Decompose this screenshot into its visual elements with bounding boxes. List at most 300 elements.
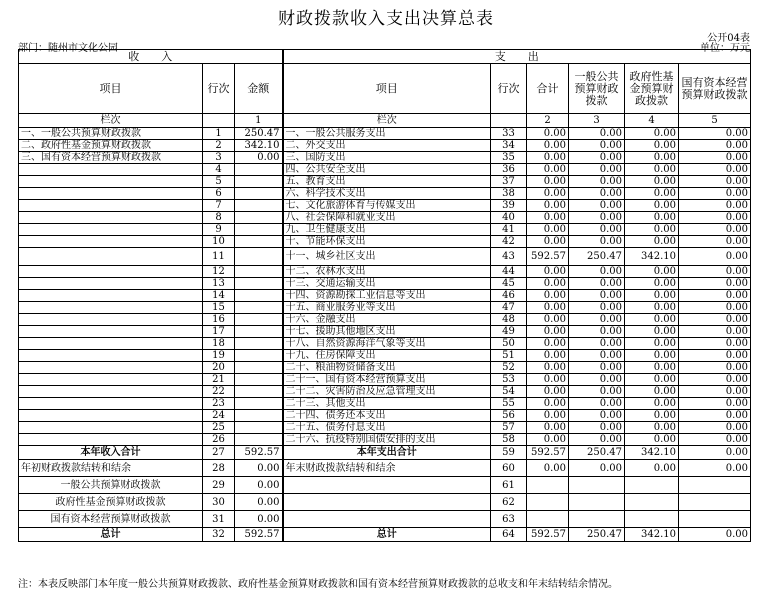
carry-out-label: 年末财政拨款结转和结余 (283, 460, 491, 477)
table-row (19, 528, 751, 542)
income-row-no: 7 (203, 200, 235, 212)
expense-row-no: 38 (491, 188, 527, 200)
general-budget-value: 0.00 (569, 410, 625, 422)
income-row-no: 23 (203, 398, 235, 410)
general-budget-header: 一般公共预算财政拨款 (569, 64, 625, 114)
income-row-no: 18 (203, 338, 235, 350)
expense-row-no: 58 (491, 434, 527, 446)
total-header: 合计 (527, 64, 569, 114)
column-index: 2 (527, 114, 569, 128)
expense-item: 十五、商业服务业等支出 (283, 302, 491, 314)
income-row-no: 27 (203, 446, 235, 460)
income-item (19, 386, 203, 398)
expense-row-no: 50 (491, 338, 527, 350)
form-code: 公开04表 (707, 33, 750, 44)
expense-item (283, 511, 491, 528)
income-row-no: 5 (203, 176, 235, 188)
expense-total-label: 本年支出合计 (283, 446, 491, 460)
income-amount (235, 422, 283, 434)
state-capital-value: 0.00 (679, 374, 751, 386)
table-row (19, 290, 751, 302)
general-budget-value: 0.00 (569, 350, 625, 362)
income-row-no: 6 (203, 188, 235, 200)
income-item (19, 410, 203, 422)
table-row (19, 200, 751, 212)
general-budget-value: 0.00 (569, 290, 625, 302)
table-row (19, 302, 751, 314)
expense-item: 六、科学技术支出 (283, 188, 491, 200)
general-budget-value: 0.00 (569, 266, 625, 278)
report-title: 财政拨款收入支出决算总表 (278, 9, 494, 29)
expense-total-value: 592.57 (527, 446, 569, 460)
income-item (19, 314, 203, 326)
income-item (19, 326, 203, 338)
general-budget-value: 0.00 (569, 362, 625, 374)
fund-budget-value: 0.00 (625, 410, 679, 422)
state-capital-value: 0.00 (679, 248, 751, 266)
expense-total-value: 0.00 (527, 188, 569, 200)
expense-row-no: 40 (491, 212, 527, 224)
expense-item: 五、教育支出 (283, 176, 491, 188)
income-row-no: 9 (203, 224, 235, 236)
fund-budget-value: 0.00 (625, 374, 679, 386)
fund-budget-value: 0.00 (625, 350, 679, 362)
table-row (19, 374, 751, 386)
state-capital-value: 0.00 (679, 422, 751, 434)
general-budget-value: 0.00 (569, 188, 625, 200)
fund-budget-value: 342.10 (625, 446, 679, 460)
income-item (19, 278, 203, 290)
table-row (19, 434, 751, 446)
expense-total-value: 0.00 (527, 140, 569, 152)
general-budget-value: 0.00 (569, 176, 625, 188)
expense-total-value: 0.00 (527, 314, 569, 326)
general-budget-value: 0.00 (569, 152, 625, 164)
state-capital-value: 0.00 (679, 528, 751, 542)
fund-budget-value: 0.00 (625, 338, 679, 350)
income-amount (235, 224, 283, 236)
expense-total-value (527, 511, 569, 528)
fund-budget-value: 342.10 (625, 528, 679, 542)
income-amount (235, 200, 283, 212)
expense-row-no: 55 (491, 398, 527, 410)
income-amount (235, 374, 283, 386)
income-item (19, 164, 203, 176)
state-capital-value: 0.00 (679, 176, 751, 188)
final-accounts-table (18, 49, 751, 542)
expense-row-no: 39 (491, 200, 527, 212)
expense-item: 二十、粮油物资储备支出 (283, 362, 491, 374)
table-row (19, 362, 751, 374)
expense-item: 二、外交支出 (283, 140, 491, 152)
expense-total-value: 0.00 (527, 386, 569, 398)
expense-total-value: 0.00 (527, 460, 569, 477)
general-budget-value: 250.47 (569, 528, 625, 542)
income-row-no: 1 (203, 128, 235, 140)
expense-total-value: 0.00 (527, 176, 569, 188)
income-row-no: 22 (203, 386, 235, 398)
state-capital-value: 0.00 (679, 278, 751, 290)
income-row-no: 28 (203, 460, 235, 477)
income-total-label: 本年收入合计 (19, 446, 203, 460)
income-amount (235, 266, 283, 278)
expense-total-value: 0.00 (527, 266, 569, 278)
income-row-no: 4 (203, 164, 235, 176)
state-capital-value: 0.00 (679, 386, 751, 398)
general-budget-value: 0.00 (569, 128, 625, 140)
table-row (19, 248, 751, 266)
income-amount (235, 302, 283, 314)
expense-item: 十二、农林水支出 (283, 266, 491, 278)
general-budget-value (569, 477, 625, 494)
expense-total-value: 0.00 (527, 398, 569, 410)
state-capital-value: 0.00 (679, 224, 751, 236)
general-budget-value: 0.00 (569, 278, 625, 290)
grand-total-amount: 592.57 (235, 528, 283, 542)
income-row-no: 13 (203, 278, 235, 290)
income-item (19, 434, 203, 446)
income-row-no: 25 (203, 422, 235, 434)
expense-row-no: 36 (491, 164, 527, 176)
expense-item: 二十一、国有资本经营预算支出 (283, 374, 491, 386)
expense-item: 十四、资源勘探工业信息等支出 (283, 290, 491, 302)
income-amount (235, 386, 283, 398)
table-row (19, 477, 751, 494)
income-item: 二、政府性基金预算财政拨款 (19, 140, 203, 152)
fund-budget-value: 0.00 (625, 290, 679, 302)
expense-item (283, 477, 491, 494)
expense-item: 二十五、债务付息支出 (283, 422, 491, 434)
state-capital-value: 0.00 (679, 338, 751, 350)
income-amount (235, 350, 283, 362)
income-row-no: 16 (203, 314, 235, 326)
expense-item: 四、公共安全支出 (283, 164, 491, 176)
table-row (19, 326, 751, 338)
fund-budget-value: 0.00 (625, 140, 679, 152)
column-index-row (19, 114, 751, 128)
carry-sub-amount: 0.00 (235, 511, 283, 528)
expense-item: 十一、城乡社区支出 (283, 248, 491, 266)
state-capital-value: 0.00 (679, 152, 751, 164)
expense-row-no: 60 (491, 460, 527, 477)
income-item: 一、一般公共预算财政拨款 (19, 128, 203, 140)
general-budget-value: 0.00 (569, 326, 625, 338)
expense-item: 八、社会保障和就业支出 (283, 212, 491, 224)
expense-item: 十六、金融支出 (283, 314, 491, 326)
expense-row-no: 47 (491, 302, 527, 314)
table-row (19, 422, 751, 434)
fund-budget-value (625, 511, 679, 528)
fund-budget-value: 0.00 (625, 434, 679, 446)
expense-total-value: 0.00 (527, 164, 569, 176)
general-budget-value: 0.00 (569, 140, 625, 152)
table-row (19, 176, 751, 188)
general-budget-value: 0.00 (569, 200, 625, 212)
expense-row-no: 34 (491, 140, 527, 152)
table-row (19, 350, 751, 362)
column-index: 3 (569, 114, 625, 128)
fund-budget-value: 0.00 (625, 386, 679, 398)
table-header-section (19, 50, 751, 64)
income-amount (235, 248, 283, 266)
income-amount (235, 164, 283, 176)
general-budget-value: 0.00 (569, 422, 625, 434)
expense-row-no: 48 (491, 314, 527, 326)
income-row-no: 15 (203, 302, 235, 314)
state-capital-value (679, 494, 751, 511)
income-amount: 342.10 (235, 140, 283, 152)
carry-in-label: 年初财政拨款结转和结余 (19, 460, 203, 477)
expense-row-no-header: 行次 (491, 64, 527, 114)
income-item (19, 374, 203, 386)
expense-item: 九、卫生健康支出 (283, 224, 491, 236)
state-capital-value: 0.00 (679, 446, 751, 460)
fund-budget-value: 342.10 (625, 248, 679, 266)
expense-item: 三、国防支出 (283, 152, 491, 164)
income-amount-header: 金额 (235, 64, 283, 114)
fund-budget-value: 0.00 (625, 236, 679, 248)
expense-total-value: 0.00 (527, 434, 569, 446)
fund-budget-value: 0.00 (625, 326, 679, 338)
fund-budget-value: 0.00 (625, 302, 679, 314)
table-row (19, 338, 751, 350)
general-budget-value: 0.00 (569, 236, 625, 248)
income-amount (235, 410, 283, 422)
state-capital-value: 0.00 (679, 314, 751, 326)
general-budget-value (569, 494, 625, 511)
income-item (19, 302, 203, 314)
expense-total-value: 0.00 (527, 362, 569, 374)
state-capital-value: 0.00 (679, 164, 751, 176)
income-row-no: 19 (203, 350, 235, 362)
expense-item: 七、文化旅游体育与传媒支出 (283, 200, 491, 212)
state-capital-value: 0.00 (679, 266, 751, 278)
expense-row-no: 44 (491, 266, 527, 278)
state-capital-header: 国有资本经营预算财政拨款 (679, 64, 751, 114)
income-row-no: 21 (203, 374, 235, 386)
expense-row-no: 64 (491, 528, 527, 542)
expense-row-no: 35 (491, 152, 527, 164)
expense-row-no: 51 (491, 350, 527, 362)
expense-row-no: 56 (491, 410, 527, 422)
income-item (19, 266, 203, 278)
state-capital-value: 0.00 (679, 236, 751, 248)
expense-item: 十三、交通运输支出 (283, 278, 491, 290)
state-capital-value: 0.00 (679, 188, 751, 200)
expense-row-no: 45 (491, 278, 527, 290)
income-row-no: 17 (203, 326, 235, 338)
expense-row-no: 62 (491, 494, 527, 511)
state-capital-value: 0.00 (679, 290, 751, 302)
income-row-no: 2 (203, 140, 235, 152)
department-label: 部门：随州市文化公园 (18, 43, 118, 54)
general-budget-value (569, 511, 625, 528)
table-row (19, 128, 751, 140)
state-capital-value: 0.00 (679, 212, 751, 224)
income-row-no: 24 (203, 410, 235, 422)
table-row (19, 266, 751, 278)
income-amount (235, 176, 283, 188)
income-item (19, 398, 203, 410)
expense-item (283, 494, 491, 511)
table-row (19, 224, 751, 236)
general-budget-value: 0.00 (569, 314, 625, 326)
expense-total-value: 0.00 (527, 350, 569, 362)
expense-row-no: 42 (491, 236, 527, 248)
income-row-no: 30 (203, 494, 235, 511)
income-row-no: 12 (203, 266, 235, 278)
income-row-no: 8 (203, 212, 235, 224)
income-item (19, 236, 203, 248)
state-capital-value: 0.00 (679, 140, 751, 152)
fund-budget-value (625, 477, 679, 494)
expense-total-value: 592.57 (527, 528, 569, 542)
carry-sub-amount: 0.00 (235, 494, 283, 511)
fund-budget-value: 0.00 (625, 278, 679, 290)
income-item: 三、国有资本经营预算财政拨款 (19, 152, 203, 164)
expense-item: 十九、住房保障支出 (283, 350, 491, 362)
general-budget-value: 0.00 (569, 302, 625, 314)
income-item (19, 200, 203, 212)
state-capital-value: 0.00 (679, 362, 751, 374)
expense-row-no: 46 (491, 290, 527, 302)
income-section-header: 收 入 (19, 50, 283, 64)
income-amount (235, 326, 283, 338)
income-amount (235, 290, 283, 302)
table-row (19, 188, 751, 200)
fund-budget-value: 0.00 (625, 188, 679, 200)
income-amount (235, 236, 283, 248)
expense-item: 十、节能环保支出 (283, 236, 491, 248)
state-capital-value: 0.00 (679, 326, 751, 338)
expense-row-no: 52 (491, 362, 527, 374)
income-item (19, 338, 203, 350)
general-budget-value: 0.00 (569, 224, 625, 236)
expense-total-value: 0.00 (527, 152, 569, 164)
income-item (19, 290, 203, 302)
state-capital-value (679, 511, 751, 528)
expense-row-no: 41 (491, 224, 527, 236)
expense-total-value: 0.00 (527, 224, 569, 236)
income-row-no: 20 (203, 362, 235, 374)
expense-row-no: 43 (491, 248, 527, 266)
expense-total-value: 0.00 (527, 200, 569, 212)
income-amount (235, 398, 283, 410)
general-budget-value: 0.00 (569, 460, 625, 477)
income-amount: 250.47 (235, 128, 283, 140)
expense-total-value: 592.57 (527, 248, 569, 266)
state-capital-value: 0.00 (679, 200, 751, 212)
table-row (19, 460, 751, 477)
income-item (19, 350, 203, 362)
income-total-amount: 592.57 (235, 446, 283, 460)
state-capital-value: 0.00 (679, 398, 751, 410)
state-capital-value: 0.00 (679, 128, 751, 140)
general-budget-value: 0.00 (569, 386, 625, 398)
table-row (19, 314, 751, 326)
income-item (19, 188, 203, 200)
expense-total-value (527, 494, 569, 511)
income-row-no: 31 (203, 511, 235, 528)
state-capital-value: 0.00 (679, 410, 751, 422)
income-amount (235, 314, 283, 326)
income-item (19, 248, 203, 266)
fund-budget-value: 0.00 (625, 224, 679, 236)
expense-section-header: 支 出 (283, 50, 751, 64)
expense-row-no: 59 (491, 446, 527, 460)
footnote: 注：本表反映部门本年度一般公共预算财政拨款、政府性基金预算财政拨款和国有资本经营预算财政拨款的总收支和年末结转结余情况。 (18, 579, 618, 590)
fund-budget-value: 0.00 (625, 422, 679, 434)
expense-total-value: 0.00 (527, 374, 569, 386)
carry-sub-amount: 0.00 (235, 477, 283, 494)
column-index: 4 (625, 114, 679, 128)
expense-item: 二十三、其他支出 (283, 398, 491, 410)
column-index: 5 (679, 114, 751, 128)
income-row-no: 14 (203, 290, 235, 302)
table-row (19, 386, 751, 398)
expense-total-value: 0.00 (527, 290, 569, 302)
expense-total-value: 0.00 (527, 422, 569, 434)
expense-item: 十七、援助其他地区支出 (283, 326, 491, 338)
expense-row-no: 37 (491, 176, 527, 188)
expense-row-no: 61 (491, 477, 527, 494)
income-row-no: 32 (203, 528, 235, 542)
table-row (19, 410, 751, 422)
expense-total-value: 0.00 (527, 128, 569, 140)
unit-label: 单位：万元 (700, 43, 750, 54)
income-amount (235, 434, 283, 446)
column-index-label: 栏次 (283, 114, 491, 128)
income-item (19, 362, 203, 374)
income-item (19, 224, 203, 236)
table-row (19, 494, 751, 511)
expense-total-value (527, 477, 569, 494)
expense-total-value: 0.00 (527, 302, 569, 314)
table-row (19, 511, 751, 528)
state-capital-value: 0.00 (679, 460, 751, 477)
expense-row-no: 53 (491, 374, 527, 386)
fund-budget-value: 0.00 (625, 176, 679, 188)
carry-sub-label: 一般公共预算财政拨款 (19, 477, 203, 494)
income-row-no-header: 行次 (203, 64, 235, 114)
fund-budget-value: 0.00 (625, 212, 679, 224)
expense-item: 一、一般公共服务支出 (283, 128, 491, 140)
state-capital-value: 0.00 (679, 434, 751, 446)
income-row-no: 3 (203, 152, 235, 164)
state-capital-value: 0.00 (679, 302, 751, 314)
income-row-no: 10 (203, 236, 235, 248)
grand-total-label: 总计 (19, 528, 203, 542)
expense-row-no: 57 (491, 422, 527, 434)
column-index: 1 (235, 114, 283, 128)
fund-budget-value: 0.00 (625, 314, 679, 326)
carry-sub-label: 国有资本经营预算财政拨款 (19, 511, 203, 528)
expense-item: 二十二、灾害防治及应急管理支出 (283, 386, 491, 398)
income-amount (235, 362, 283, 374)
fund-budget-value: 0.00 (625, 398, 679, 410)
table-row (19, 140, 751, 152)
expense-row-no: 33 (491, 128, 527, 140)
income-amount (235, 188, 283, 200)
table-row (19, 236, 751, 248)
table-row (19, 446, 751, 460)
expense-total-value: 0.00 (527, 278, 569, 290)
carry-in-amount: 0.00 (235, 460, 283, 477)
column-index-label: 栏次 (19, 114, 203, 128)
general-budget-value: 0.00 (569, 374, 625, 386)
general-budget-value: 250.47 (569, 248, 625, 266)
carry-sub-label: 政府性基金预算财政拨款 (19, 494, 203, 511)
